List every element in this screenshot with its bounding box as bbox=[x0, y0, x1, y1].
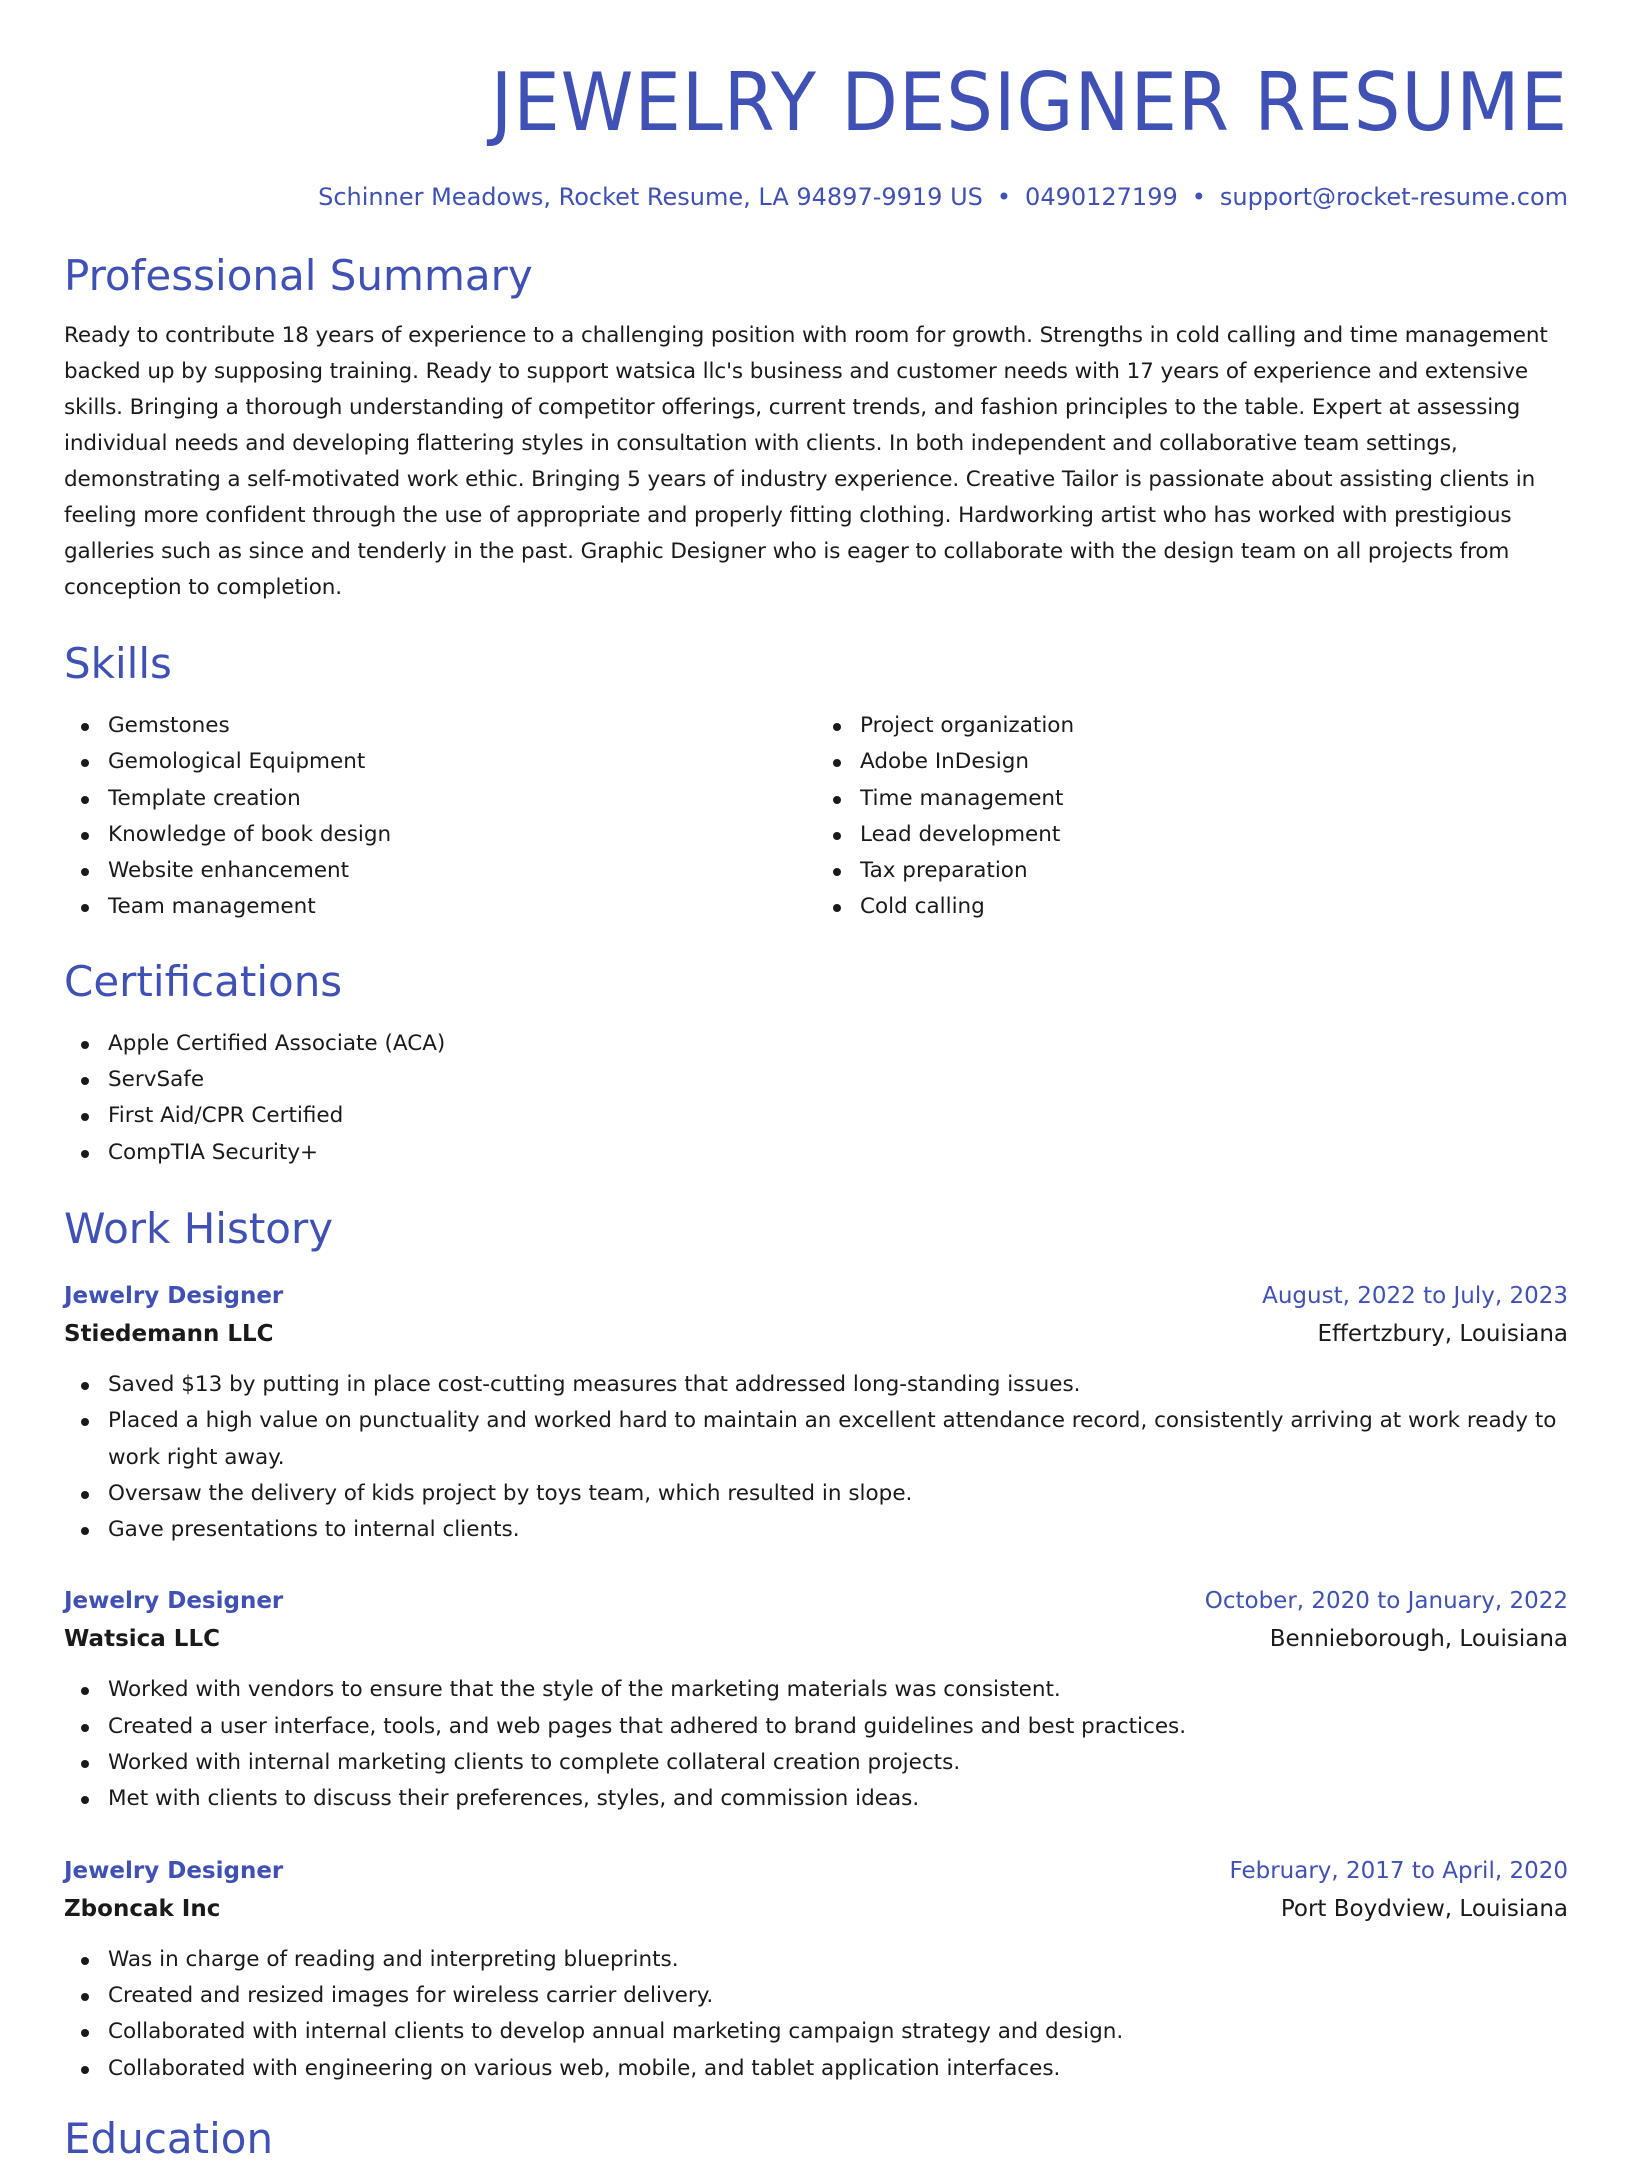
skill-item: Tax preparation bbox=[860, 853, 1568, 889]
job-bullets bbox=[64, 1942, 1568, 2087]
skills-grid bbox=[64, 708, 1568, 926]
job-company-row bbox=[64, 1890, 1568, 1928]
job-location: Port Boydview, Louisiana bbox=[1280, 1895, 1568, 1922]
job-company-row bbox=[64, 1315, 1568, 1353]
skill-item: Gemological Equipment bbox=[108, 744, 816, 780]
skill-item: Gemstones bbox=[108, 708, 816, 744]
skill-item: Project organization bbox=[860, 708, 1568, 744]
summary-text: Ready to contribute 18 years of experience to a challenging position with room for growth. Strengths in cold calling and time management backed up by supposing training. Ready to support watsica llc's business and customer needs with 17 years of experience and extensive skills. Bringing a thorough understanding of competitor offerings, current trends, and fashion principles to the table. Expert at assessing individual needs and developing flattering styles in consultation with clients. In both independent and collaborative team settings, demonstrating a self-motivated work ethic. Bringing 5 years of industry experience. Creative Tailor is passionate about assisting clients in feeling more confident through the use of appropriate and properly fitting clothing. Hardworking artist who has worked with prestigious galleries such as since and tenderly in the past. Graphic Designer who is eager to collaborate with the design team on all projects from conception to completion. bbox=[64, 323, 1548, 600]
job-entry bbox=[64, 1582, 1568, 1817]
certifications-heading: Certifications bbox=[64, 956, 343, 1006]
job-bullet: Worked with internal marketing clients to complete collateral creation projects. bbox=[108, 1745, 1568, 1781]
job-company: Stiedemann LLC bbox=[64, 1320, 274, 1347]
job-bullet: Gave presentations to internal clients. bbox=[108, 1512, 1568, 1548]
contact-email[interactable]: support@rocket-resume.com bbox=[1219, 183, 1568, 211]
skill-item: Time management bbox=[860, 781, 1568, 817]
contact-line bbox=[64, 180, 1568, 214]
job-entry bbox=[64, 1852, 1568, 2087]
job-header-row bbox=[64, 1277, 1568, 1315]
skills-column-left bbox=[64, 708, 816, 926]
certification-item: First Aid/CPR Certified bbox=[108, 1098, 1568, 1134]
job-bullets bbox=[64, 1672, 1568, 1817]
job-title: Jewelry Designer bbox=[64, 1857, 284, 1884]
job-company: Zboncak Inc bbox=[64, 1895, 221, 1922]
skill-item: Template creation bbox=[108, 781, 816, 817]
job-bullet: Saved $13 by putting in place cost-cutting measures that addressed long-standing issues. bbox=[108, 1367, 1568, 1403]
resume-page bbox=[64, 0, 1568, 2167]
summary-heading: Professional Summary bbox=[64, 251, 533, 300]
job-bullet: Met with clients to discuss their preferences, styles, and commission ideas. bbox=[108, 1781, 1568, 1817]
job-bullet: Collaborated with engineering on various web, mobile, and tablet application interfaces. bbox=[108, 2051, 1568, 2087]
job-company: Watsica LLC bbox=[64, 1626, 220, 1653]
job-company-row bbox=[64, 1620, 1568, 1658]
skills-heading: Skills bbox=[64, 639, 172, 688]
skill-item: Website enhancement bbox=[108, 853, 816, 889]
job-entry bbox=[64, 1277, 1568, 1548]
job-bullet: Was in charge of reading and interpreting blueprints. bbox=[108, 1942, 1568, 1978]
job-header-row bbox=[64, 1582, 1568, 1620]
skill-item: Team management bbox=[108, 889, 816, 925]
contact-phone: 0490127199 bbox=[1025, 183, 1178, 211]
skill-item: Cold calling bbox=[860, 889, 1568, 925]
certification-item: CompTIA Security+ bbox=[108, 1135, 1568, 1171]
contact-address: Schinner Meadows, Rocket Resume, LA 94897-9919 US bbox=[318, 183, 983, 211]
contact-separator: • bbox=[996, 183, 1012, 211]
work-history-heading: Work History bbox=[64, 1203, 334, 1253]
job-bullet: Created and resized images for wireless carrier delivery. bbox=[108, 1978, 1568, 2014]
job-bullet: Oversaw the delivery of kids project by toys team, which resulted in slope. bbox=[108, 1476, 1568, 1512]
resume-title: JEWELRY DESIGNER RESUME bbox=[490, 56, 1568, 149]
skill-item: Lead development bbox=[860, 817, 1568, 853]
job-dates: February, 2017 to April, 2020 bbox=[1229, 1857, 1568, 1884]
skill-item: Adobe InDesign bbox=[860, 744, 1568, 780]
job-bullet: Created a user interface, tools, and web pages that adhered to brand guidelines and best practices. bbox=[108, 1709, 1568, 1745]
job-dates: August, 2022 to July, 2023 bbox=[1262, 1282, 1568, 1309]
job-title: Jewelry Designer bbox=[64, 1282, 284, 1309]
certification-item: Apple Certified Associate (ACA) bbox=[108, 1026, 1568, 1062]
skill-item: Knowledge of book design bbox=[108, 817, 816, 853]
job-bullet: Placed a high value on punctuality and worked hard to maintain an excellent attendance record, consistently arriving at work ready to work right away. bbox=[108, 1403, 1568, 1476]
education-heading: Education bbox=[64, 2113, 274, 2163]
job-dates: October, 2020 to January, 2022 bbox=[1204, 1588, 1568, 1615]
contact-separator: • bbox=[1191, 183, 1206, 211]
certifications-list bbox=[64, 1026, 1568, 1171]
job-header-row bbox=[64, 1852, 1568, 1890]
job-bullet: Collaborated with internal clients to develop annual marketing campaign strategy and design. bbox=[108, 2014, 1568, 2050]
job-bullet: Worked with vendors to ensure that the style of the marketing materials was consistent. bbox=[108, 1672, 1568, 1708]
skills-column-right bbox=[816, 708, 1568, 926]
certification-item: ServSafe bbox=[108, 1062, 1568, 1098]
job-title: Jewelry Designer bbox=[64, 1588, 284, 1615]
job-location: Bennieborough, Louisiana bbox=[1269, 1626, 1568, 1653]
job-bullets bbox=[64, 1367, 1568, 1548]
job-location: Effertzbury, Louisiana bbox=[1317, 1320, 1568, 1347]
